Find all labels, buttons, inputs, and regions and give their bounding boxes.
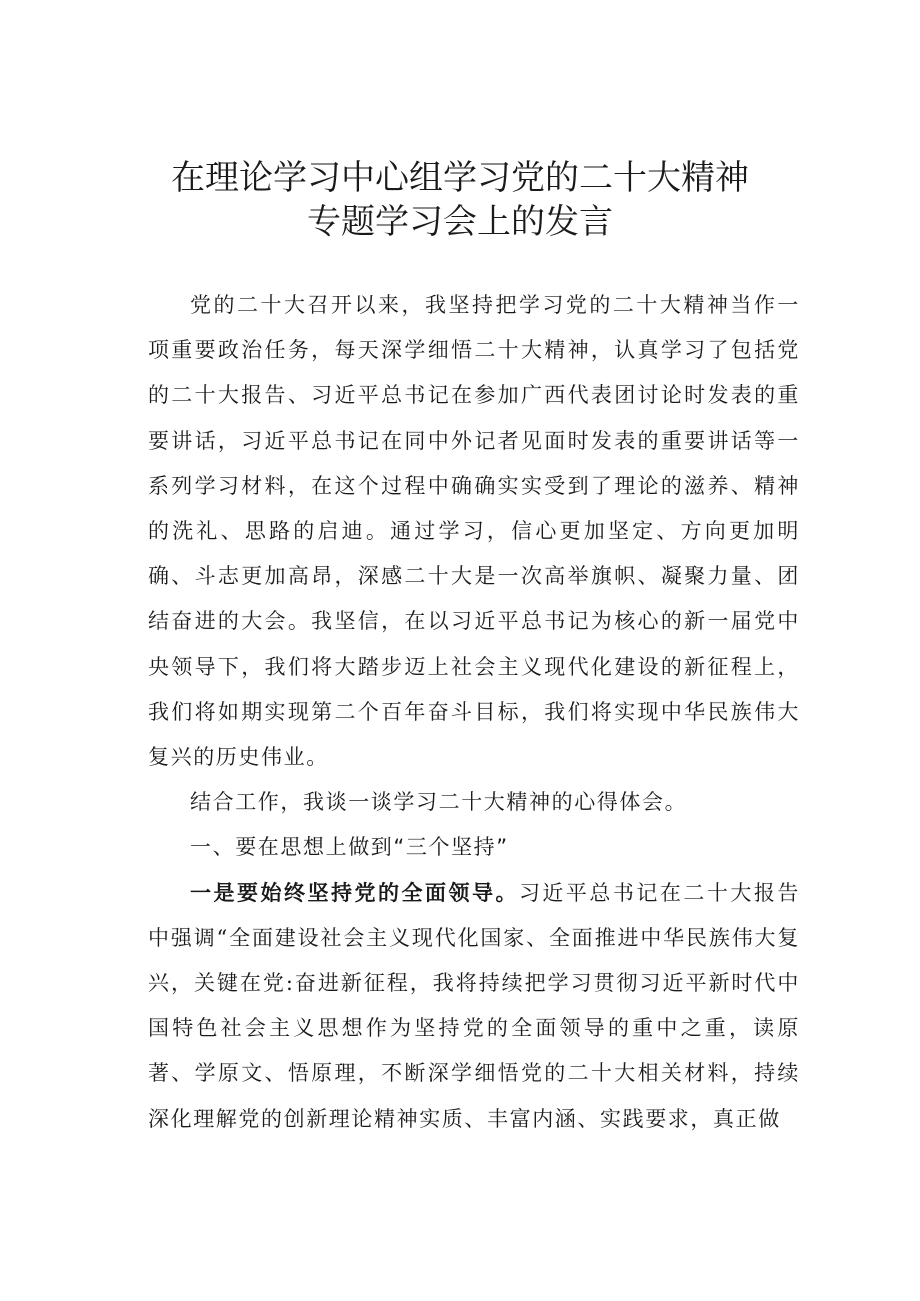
paragraph-intro: 党的二十大召开以来，我坚持把学习党的二十大精神当作一项重要政治任务，每天深学细悟二十大精神，认真学习了包括党的二十大报告、习近平总书记在参加广西代表团讨论时发表的重要讲话，习近平总书记在同中外记者见面时发表的重要讲话等一系列学习材料，在这个过程中确确实实受到了理论的滋养、精神的洗礼、思路的启迪。通过学习，信心更加坚定、方向更加明确、斗志更加高昂，深感二十大是一次高举旗帜、凝聚力量、团结奋进的大会。我坚信，在以习近平总书记为核心的新一届党中央领导下，我们将大踏步迈上社会主义现代化建设的新征程上，我们将如期实现第二个百年奋斗目标，我们将实现中华民族伟大复兴的历史伟业。	[148, 293, 800, 770]
document-body	[148, 283, 800, 1142]
document-title-line-1: 在理论学习中心组学习党的二十大精神	[171, 158, 749, 198]
paragraph-point-1-lead: 一是要始终坚持党的全面领导。	[190, 880, 519, 905]
document-title-line-2: 专题学习会上的发言	[307, 202, 613, 242]
paragraph-transition: 结合工作，我谈一谈学习二十大精神的心得体会。	[190, 790, 688, 815]
paragraph-point-1	[148, 871, 800, 1142]
section-heading-1: 一、要在思想上做到“三个坚持”	[190, 835, 509, 860]
paragraph-point-1-body: 习近平总书记在二十大报告中强调“全面建设社会主义现代化国家、全面推进中华民族伟大复兴，关键在党:奋进新征程，我将持续把学习贯彻习近平新时代中国特色社会主义思想作为坚持党的全面领导的重中之重，读原著、学原文、悟原理，不断深学细悟党的二十大相关材料，持续深化理解党的创新理论精神实质、丰富内涵、实践要求，真正做	[148, 880, 800, 1131]
